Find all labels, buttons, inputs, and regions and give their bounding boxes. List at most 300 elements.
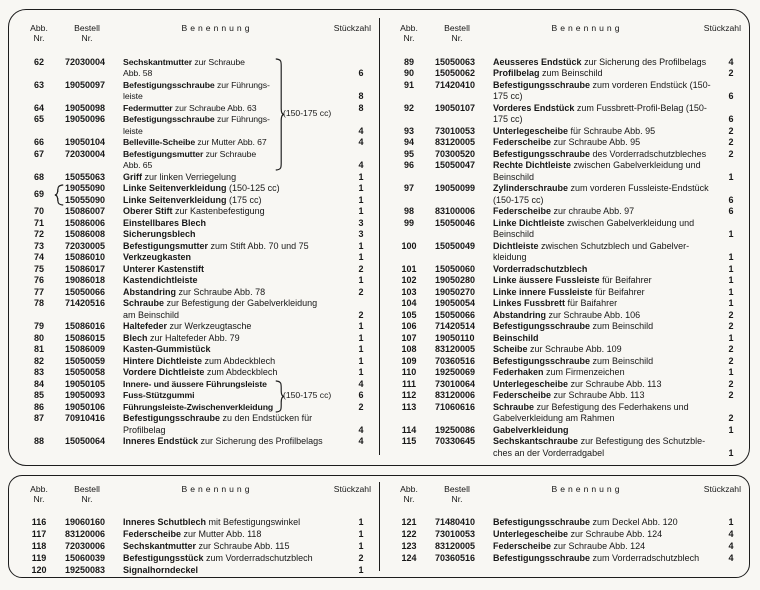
part-name — [117, 552, 349, 564]
rows-top-left — [21, 57, 373, 448]
part-name-bold: Federscheibe — [493, 206, 552, 217]
figure-number: 68 — [33, 171, 44, 182]
order-number: 15086006 — [65, 217, 106, 228]
part-name-bold: Befestigungsschraube — [493, 79, 591, 90]
part-name-bold: Kastendichtleiste — [123, 275, 198, 286]
part-name — [117, 540, 349, 552]
order-number: 71420516 — [65, 298, 106, 309]
table-row — [21, 275, 373, 287]
part-name-bold: Unterlegescheibe — [493, 378, 569, 389]
part-name-rest: zur Haltefeder Abb. 79 — [150, 332, 240, 343]
quantity: 1 — [728, 229, 734, 240]
part-name-rest: zum Beinschild — [592, 321, 654, 332]
part-name — [117, 287, 349, 299]
quantity: 1 — [358, 564, 364, 575]
part-name — [117, 356, 349, 368]
part-name-bold: Linke Seitenverkleidung — [123, 183, 227, 194]
part-name-rest: zur Schraube — [194, 56, 245, 67]
figure-number: 91 — [403, 79, 414, 90]
order-number: 15050058 — [65, 367, 106, 378]
part-name — [487, 516, 719, 528]
col-benennung-header: Benennung — [181, 23, 253, 33]
figure-number: 76 — [33, 275, 44, 286]
figure-number: 72 — [33, 229, 44, 240]
figure-number: 71 — [33, 217, 44, 228]
table-row — [21, 379, 373, 391]
part-name-bold: Vorderes Endstück — [493, 102, 575, 113]
part-name-bold: Verkzeugkasten — [123, 252, 192, 263]
order-number: 19050110 — [435, 332, 475, 343]
quantity: 2 — [728, 390, 734, 401]
table-row — [391, 436, 743, 459]
order-number: 19250083 — [65, 564, 106, 575]
table-row — [391, 540, 743, 552]
order-number: 70360516 — [435, 552, 476, 563]
table-header — [21, 485, 373, 505]
part-name — [117, 218, 349, 230]
part-name — [487, 287, 719, 299]
part-name — [117, 379, 277, 391]
part-name-rest: (175 cc) — [229, 194, 262, 205]
part-name-bold: Sechskantmutter — [123, 56, 192, 67]
part-name — [487, 310, 719, 322]
figure-number: 100 — [401, 240, 417, 251]
quantity: 2 — [728, 355, 734, 366]
part-name — [117, 57, 277, 80]
part-name-rest: zur Sicherung des Profilbelags — [584, 56, 707, 67]
part-name-rest: zur Werkzeugtasche — [169, 321, 252, 332]
part-name-bold: Befestigungsmutter — [123, 148, 204, 159]
part-name-bold: Befestigungsstück — [123, 552, 204, 563]
part-name-rest: zum Stift Abb. 70 und 75 — [210, 240, 309, 251]
part-name — [487, 264, 719, 276]
order-number: 15050047 — [435, 160, 476, 171]
quantity: 1 — [358, 252, 364, 263]
table-row — [21, 564, 373, 576]
table-row — [21, 344, 373, 356]
part-name — [117, 436, 349, 448]
order-number: 15050064 — [65, 436, 106, 447]
order-number: 15086016 — [65, 321, 106, 332]
order-number: 72030006 — [65, 540, 106, 551]
quantity: 2 — [358, 286, 364, 297]
part-name — [117, 264, 349, 276]
part-name-rest: (150-125 cc) — [229, 183, 280, 194]
part-name-rest: für Baifahrer — [567, 298, 618, 309]
part-name-rest: zur Schraube — [205, 148, 257, 159]
part-name — [117, 275, 349, 287]
quantity: 4 — [358, 424, 364, 435]
order-number: 15050059 — [65, 355, 106, 366]
order-number: 70910416 — [65, 413, 106, 424]
order-number: 70300520 — [435, 148, 476, 159]
part-name — [487, 379, 719, 391]
order-number: 83120006 — [65, 528, 106, 539]
quantity: 1 — [358, 355, 364, 366]
order-number: 15086017 — [65, 263, 106, 274]
part-name-rest: zur Führungs- — [216, 114, 270, 125]
table-row — [21, 540, 373, 552]
part-name-rest: zur Kastenbefestigung — [175, 206, 265, 217]
col-stueckzahl-header: Stückzahl — [703, 484, 741, 494]
rows-top-right — [391, 57, 743, 460]
order-number: 19050093 — [65, 390, 106, 401]
part-name-bold: Befestigungsschraube — [123, 413, 221, 424]
part-name-bold: Linke Seitenverkleidung — [123, 194, 227, 205]
column-divider — [379, 482, 380, 571]
part-name-bold: Zylinderschraube — [493, 183, 569, 194]
quantity: 1 — [728, 332, 734, 343]
order-number: 83120005 — [435, 540, 476, 551]
order-number: 19250086 — [435, 424, 476, 435]
quantity: 1 — [358, 332, 364, 343]
part-name — [487, 160, 719, 183]
part-name — [487, 218, 719, 241]
quantity: 2 — [728, 137, 734, 148]
part-name-rest: zwischen Gabelverkleidung und — [573, 160, 701, 171]
col-abb-header: Abb. Nr. — [30, 484, 48, 504]
figure-number: 98 — [403, 206, 414, 217]
table-row — [391, 333, 743, 345]
figure-number: 81 — [33, 344, 44, 355]
quantity: 3 — [358, 229, 364, 240]
part-name-rest: zum Vorderradschutzblech — [592, 552, 700, 563]
part-name — [117, 298, 349, 321]
quantity: 1 — [358, 194, 364, 205]
part-name-rest: zur Befestigung des Federhakens und — [536, 401, 689, 412]
figure-number: 97 — [403, 183, 414, 194]
rows-bottom-right — [391, 516, 743, 564]
table-row — [391, 356, 743, 368]
part-name-line2: Beinschild — [493, 229, 535, 240]
order-number: 83120005 — [435, 137, 476, 148]
figure-number: 113 — [401, 401, 417, 412]
order-number: 19050270 — [435, 286, 476, 297]
figure-number: 74 — [33, 252, 44, 263]
part-name-rest: zum Abdeckblech — [206, 367, 278, 378]
part-name-line2: 175 cc) — [493, 114, 523, 125]
part-name-bold: Abstandring — [123, 286, 176, 297]
quantity: 2 — [728, 148, 734, 159]
quantity: 4 — [728, 528, 734, 539]
quantity: 1 — [358, 321, 364, 332]
part-name-bold: Dichtleiste — [493, 240, 539, 251]
order-number: 15055063 — [65, 171, 106, 182]
quantity: 1 — [728, 424, 734, 435]
figure-number: 73 — [33, 240, 44, 251]
part-name — [117, 252, 349, 264]
table-row — [391, 183, 743, 206]
table-row — [391, 68, 743, 80]
part-name-bold: Befestigungsschraube — [493, 355, 591, 366]
order-number: 15055090 — [65, 194, 106, 205]
part-name-rest: zum Beinschild — [592, 355, 654, 366]
col-bestell-header: Bestell Nr. — [74, 484, 100, 504]
part-name-line2: Gabelverkleidung am Rahmen — [493, 413, 615, 424]
figure-number: 109 — [401, 355, 417, 366]
table-row — [21, 218, 373, 230]
figure-number: 87 — [33, 413, 44, 424]
order-number: 72030004 — [65, 148, 106, 159]
part-name-line2: Profilbelag — [123, 424, 166, 435]
figure-number: 99 — [403, 217, 414, 228]
table-row — [391, 206, 743, 218]
part-name-bold: Sechskantschraube — [493, 436, 579, 447]
table-row — [391, 379, 743, 391]
quantity: 1 — [358, 275, 364, 286]
part-name-rest: zur Schraube Abb. 78 — [178, 286, 266, 297]
part-name — [487, 402, 719, 425]
figure-number: 123 — [401, 540, 417, 551]
figure-number: 119 — [31, 552, 47, 563]
table-row — [21, 356, 373, 368]
order-number: 15050060 — [435, 263, 476, 274]
part-name-rest: für Schraube Abb. 95 — [570, 125, 656, 136]
table-row — [391, 552, 743, 564]
part-name-rest: zur Schraube Abb. 106 — [548, 309, 641, 320]
table-row — [21, 516, 373, 528]
part-name-rest: zur Schraube Abb. 113 — [570, 378, 662, 389]
parts-table-top — [8, 9, 750, 466]
order-number: 15050063 — [435, 56, 476, 67]
order-number: 19250069 — [435, 367, 476, 378]
quantity: 2 — [728, 125, 734, 136]
quantity: 1 — [358, 516, 364, 527]
parts-panel-bottom-right — [379, 476, 749, 577]
part-name — [117, 321, 349, 333]
figure-number: 106 — [401, 321, 417, 332]
order-number: 19050280 — [435, 275, 476, 286]
quantity: 2 — [728, 344, 734, 355]
order-number: 15086015 — [65, 332, 106, 343]
part-name-bold: Befestigungsschraube — [123, 79, 215, 90]
col-benennung-header: Benennung — [551, 484, 623, 494]
table-row — [21, 206, 373, 218]
part-name-rest: zur Mutter Abb. 118 — [183, 528, 262, 539]
order-number: 73010053 — [435, 125, 476, 136]
figure-number: 108 — [401, 344, 417, 355]
quantity: 1 — [728, 447, 734, 458]
quantity: 1 — [358, 183, 364, 194]
part-name-bold: Abstandring — [493, 309, 546, 320]
part-name-bold: Innere- und äussere Führungsleiste — [123, 378, 267, 389]
table-row — [21, 264, 373, 276]
group-label: (150-175 cc) — [283, 390, 332, 401]
table-row — [21, 149, 373, 172]
table-row — [21, 183, 373, 206]
quantity: 4 — [358, 436, 364, 447]
part-name-bold: Griff — [123, 171, 142, 182]
quantity: 4 — [358, 137, 364, 148]
part-name-rest: zur Schraube Abb. 95 — [553, 137, 641, 148]
part-name — [117, 137, 277, 149]
figure-number: 107 — [401, 332, 417, 343]
part-name-bold: Befestigungsschraube — [493, 552, 591, 563]
table-row — [21, 137, 373, 149]
figure-number: 84 — [33, 378, 44, 389]
order-number: 15050066 — [435, 309, 476, 320]
table-row — [21, 172, 373, 184]
col-bestell-header: Bestell Nr. — [444, 484, 470, 504]
part-name-rest: zum vorderen Endstück (150- — [592, 79, 711, 90]
order-number: 15086009 — [65, 344, 106, 355]
part-name — [117, 413, 349, 436]
part-name-line2: am Beinschild — [123, 309, 180, 320]
figure-number: 77 — [33, 286, 44, 297]
table-row — [391, 126, 743, 138]
table-row — [21, 436, 373, 448]
table-row — [391, 367, 743, 379]
part-name-rest: zur Führungs- — [216, 79, 270, 90]
part-name-rest: zu den Endstücken für — [222, 413, 313, 424]
part-name-rest: zur Befestigung des Schutzble- — [580, 436, 706, 447]
table-row — [391, 516, 743, 528]
order-number: 19050099 — [435, 183, 476, 194]
table-row — [391, 344, 743, 356]
figure-number: 105 — [401, 309, 417, 320]
part-name-bold: Inneres Schutblech — [123, 516, 207, 527]
table-row — [391, 298, 743, 310]
part-name-rest: zum vorderen Fussleiste-Endstück — [570, 183, 709, 194]
order-number: 15086007 — [65, 206, 106, 217]
part-name — [117, 183, 349, 195]
table-row — [21, 528, 373, 540]
order-number: 19050097 — [65, 79, 106, 90]
table-row — [391, 80, 743, 103]
part-name — [117, 229, 349, 241]
table-row — [391, 275, 743, 287]
quantity: 4 — [728, 540, 734, 551]
part-name-bold: Linke äussere Fussleiste — [493, 275, 600, 286]
part-name-bold: Befestigungsmutter — [123, 240, 209, 251]
part-name — [117, 80, 277, 103]
order-number: 19050106 — [65, 401, 106, 412]
part-name-line2: 175 cc) — [493, 91, 523, 102]
table-row — [391, 310, 743, 322]
quantity: 2 — [728, 321, 734, 332]
part-name-bold: Befestigungsschraube — [493, 148, 591, 159]
figure-number: 80 — [33, 332, 44, 343]
figure-number: 89 — [403, 56, 414, 67]
figure-number: 111 — [401, 378, 417, 389]
figure-number: 86 — [33, 401, 44, 412]
part-name-bold: Befestigungsschraube — [123, 114, 215, 125]
part-name-bold: Belleville-Scheibe — [123, 137, 196, 148]
part-name — [487, 103, 719, 126]
part-name — [487, 344, 719, 356]
col-stueckzahl-header: Stückzahl — [333, 484, 371, 494]
part-name-line2: Beinschild — [493, 171, 535, 182]
table-row — [391, 57, 743, 69]
part-name-bold: Rechte Dichtleiste — [493, 160, 572, 171]
part-name-rest: zum Firmenzeichen — [546, 367, 625, 378]
part-name-rest: zur Sicherung des Profilbelags — [200, 436, 323, 447]
figure-number: 110 — [401, 367, 417, 378]
part-name-bold: Befestigungsschraube — [493, 516, 591, 527]
part-name-rest: zur Schraube Abb. 109 — [530, 344, 622, 355]
figure-number: 82 — [33, 355, 44, 366]
part-name — [487, 206, 719, 218]
quantity: 2 — [728, 68, 734, 79]
part-name — [487, 57, 719, 69]
part-name-line2: (150-175 cc) — [493, 194, 544, 205]
table-row — [21, 57, 373, 80]
parts-table-bottom — [8, 475, 750, 578]
figure-number: 104 — [401, 298, 417, 309]
quantity: 2 — [728, 309, 734, 320]
quantity: 1 — [728, 263, 734, 274]
figure-number: 96 — [403, 160, 414, 171]
part-name-bold: Hintere Dichtleiste — [123, 355, 203, 366]
part-name-bold: Sicherungsblech — [123, 229, 196, 240]
quantity: 1 — [728, 252, 734, 263]
quantity: 2 — [358, 263, 364, 274]
part-name — [117, 149, 277, 172]
part-name — [117, 333, 349, 345]
col-abb-header: Abb. Nr. — [30, 23, 48, 43]
quantity: 6 — [728, 206, 734, 217]
order-number: 15050046 — [435, 217, 476, 228]
variant-lines — [57, 183, 373, 206]
figure-number: 102 — [401, 275, 417, 286]
order-number: 15050066 — [65, 286, 106, 297]
part-name — [487, 540, 719, 552]
quantity: 3 — [358, 217, 364, 228]
figure-number: 65 — [33, 114, 44, 125]
part-name — [487, 356, 719, 368]
table-row — [391, 287, 743, 299]
part-name-bold: Gabelverkleidung — [493, 424, 569, 435]
part-name — [487, 528, 719, 540]
part-name-bold: Blech — [123, 332, 148, 343]
table-row — [21, 80, 373, 103]
part-name-rest: zur Schraube Abb. 113 — [553, 390, 645, 401]
quantity: 1 — [728, 367, 734, 378]
quantity: 1 — [358, 344, 364, 355]
table-row — [391, 241, 743, 264]
order-number: 19050107 — [435, 102, 476, 113]
table-row — [391, 103, 743, 126]
figure-number: 69 — [33, 188, 44, 199]
part-name-rest: zum Deckel Abb. 120 — [592, 516, 678, 527]
part-name-bold: Beinschild — [493, 332, 539, 343]
part-name-bold: Vordere Dichtleiste — [123, 367, 205, 378]
order-number: 15086010 — [65, 252, 106, 263]
order-number: 83120006 — [435, 390, 476, 401]
part-name-bold: Führungsleiste-Zwischenverkleidung — [123, 401, 274, 412]
part-name-bold: Linkes Fussbrett — [493, 298, 566, 309]
figure-number: 120 — [31, 564, 47, 575]
part-name-rest: zur Schraube Abb. 63 — [174, 102, 257, 113]
order-number: 71420514 — [435, 321, 476, 332]
figure-number: 103 — [401, 286, 417, 297]
table-row — [391, 160, 743, 183]
part-name — [117, 103, 277, 115]
part-name-bold: Befestigungsschraube — [493, 321, 591, 332]
order-number: 19060160 — [65, 516, 106, 527]
figure-number: 78 — [33, 298, 44, 309]
part-name-rest: zum Abdeckblech — [204, 355, 276, 366]
part-name-bold: Haltefeder — [123, 321, 168, 332]
figure-number: 83 — [33, 367, 44, 378]
part-name-bold: Profilbelag — [493, 68, 540, 79]
part-name — [117, 195, 349, 207]
table-row — [21, 241, 373, 253]
part-name — [487, 68, 719, 80]
part-name-line2: Abb. 65 — [123, 160, 153, 171]
col-stueckzahl-header: Stückzahl — [333, 23, 371, 33]
quantity: 4 — [728, 56, 734, 67]
